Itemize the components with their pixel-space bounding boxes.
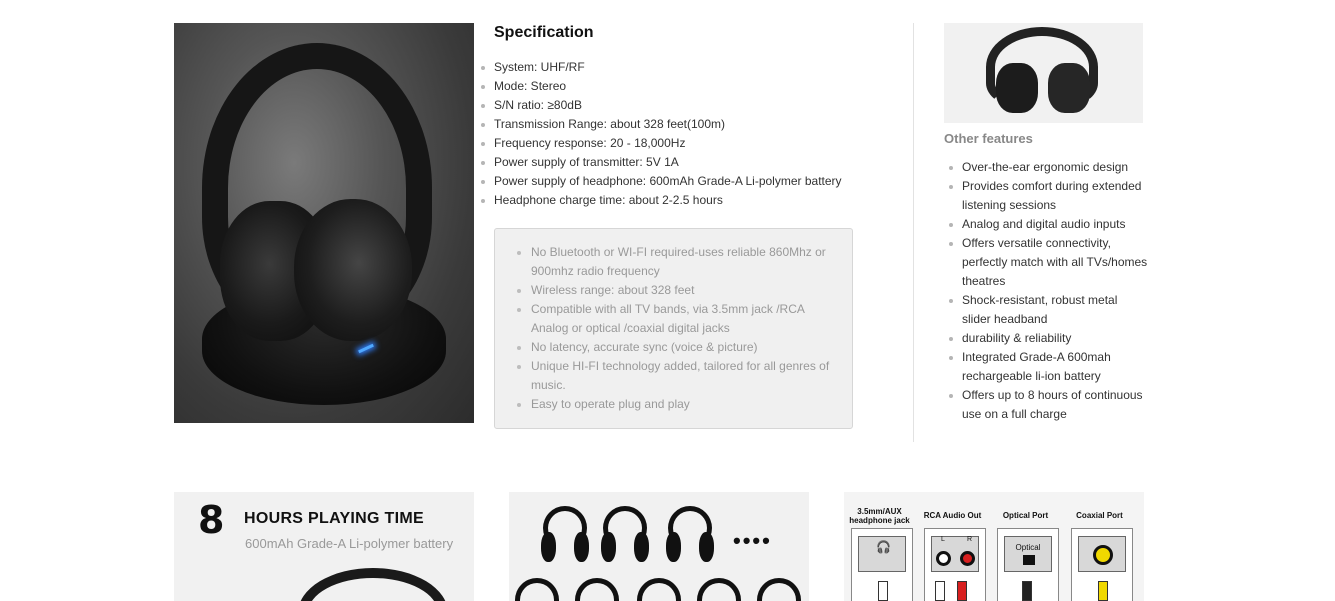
rca-white-cable-icon <box>935 581 945 601</box>
product-main-image[interactable] <box>174 23 474 423</box>
rca-white-icon <box>936 551 951 566</box>
port-jack <box>846 492 913 601</box>
highlight-item: No Bluetooth or WI-FI required-uses reliable 860Mhz or 900mhz radio frequency <box>531 243 841 281</box>
port-optical <box>992 492 1059 601</box>
headphone-jack-icon: 🎧 <box>876 540 891 554</box>
port-label: Coaxial Port <box>1076 511 1123 520</box>
rca-right-label: R <box>967 536 973 543</box>
port-label: 3.5mm/AUX headphone jack <box>849 507 910 525</box>
feature-item: Provides comfort during extended listening sessions <box>962 177 1148 215</box>
spec-title: Specification <box>494 24 594 41</box>
ports-banner[interactable] <box>844 492 1144 601</box>
headphone-icon <box>601 506 649 564</box>
headphone-icon <box>755 578 803 601</box>
spec-item: Transmission Range: about 328 feet(100m) <box>494 115 842 134</box>
hours-heading: HOURS PLAYING TIME <box>244 510 424 527</box>
coaxial-port-icon <box>1093 545 1113 565</box>
highlight-item: No latency, accurate sync (voice & picture) <box>531 338 841 357</box>
feature-item: Integrated Grade-A 600mah rechargeable li-ion battery <box>962 348 1148 386</box>
feature-item: Offers versatile connectivity, perfectly match with all TVs/homes theatres <box>962 234 1148 291</box>
spec-item: Frequency response: 20 - 18,000Hz <box>494 134 842 153</box>
other-features-title: Other features <box>944 131 1033 146</box>
spec-item: S/N ratio: ≥80dB <box>494 96 842 115</box>
headphone-icon <box>541 506 589 564</box>
right-earcup-shape <box>294 199 412 341</box>
headphone-icon <box>666 506 714 564</box>
spec-item: Mode: Stereo <box>494 77 842 96</box>
highlights-box <box>494 228 853 429</box>
highlight-item: Compatible with all TV bands, via 3.5mm jack /RCA Analog or optical /coaxial digital jacks <box>531 300 841 338</box>
rca-left-label: L <box>941 536 945 543</box>
feature-item: Analog and digital audio inputs <box>962 215 1148 234</box>
headphone-icon <box>695 578 743 601</box>
spec-item: System: UHF/RF <box>494 58 842 77</box>
rca-red-cable-icon <box>957 581 967 601</box>
optical-inner-label: Optical <box>1015 543 1041 552</box>
ellipsis-dots: •••• <box>733 528 772 553</box>
thumbnail-earcup-shape <box>996 63 1038 113</box>
spec-list <box>494 58 842 210</box>
feature-item: durability & reliability <box>962 329 1148 348</box>
product-thumbnail[interactable] <box>944 23 1143 123</box>
feature-item: Over-the-ear ergonomic design <box>962 158 1148 177</box>
feature-item: Offers up to 8 hours of continuous use on a full charge <box>962 386 1148 424</box>
spec-item: Headphone charge time: about 2-2.5 hours <box>494 191 842 210</box>
other-features-list <box>962 158 1148 424</box>
optical-port-icon <box>1023 555 1035 565</box>
rca-red-icon <box>960 551 975 566</box>
spec-item: Power supply of transmitter: 5V 1A <box>494 153 842 172</box>
highlights-list <box>531 243 841 414</box>
highlight-item: Unique HI-FI technology added, tailored for all genres of music. <box>531 357 841 395</box>
highlight-item: Easy to operate plug and play <box>531 395 841 414</box>
optical-cable-icon <box>1022 581 1032 601</box>
headphone-icon <box>513 578 561 601</box>
multi-headphone-banner[interactable] <box>509 492 809 601</box>
coaxial-cable-icon <box>1098 581 1108 601</box>
thumbnail-earcup-shape <box>1048 63 1090 113</box>
battery-subtitle: 600mAh Grade-A Li-polymer battery <box>245 536 454 551</box>
jack-cable-icon <box>878 581 888 601</box>
highlight-item: Wireless range: about 328 feet <box>531 281 841 300</box>
port-coaxial <box>1066 492 1133 601</box>
port-label: RCA Audio Out <box>923 511 982 520</box>
spec-item: Power supply of headphone: 600mAh Grade-A Li-polymer battery <box>494 172 842 191</box>
headphone-icon <box>635 578 683 601</box>
headphone-arc-shape <box>298 568 448 601</box>
hours-number: 8 <box>198 498 225 542</box>
port-label: Optical Port <box>1002 511 1049 520</box>
playing-time-banner[interactable] <box>174 492 474 601</box>
feature-item: Shock-resistant, robust metal slider headband <box>962 291 1148 329</box>
headphone-icon <box>573 578 621 601</box>
column-divider <box>913 23 914 442</box>
port-rca <box>919 492 986 601</box>
